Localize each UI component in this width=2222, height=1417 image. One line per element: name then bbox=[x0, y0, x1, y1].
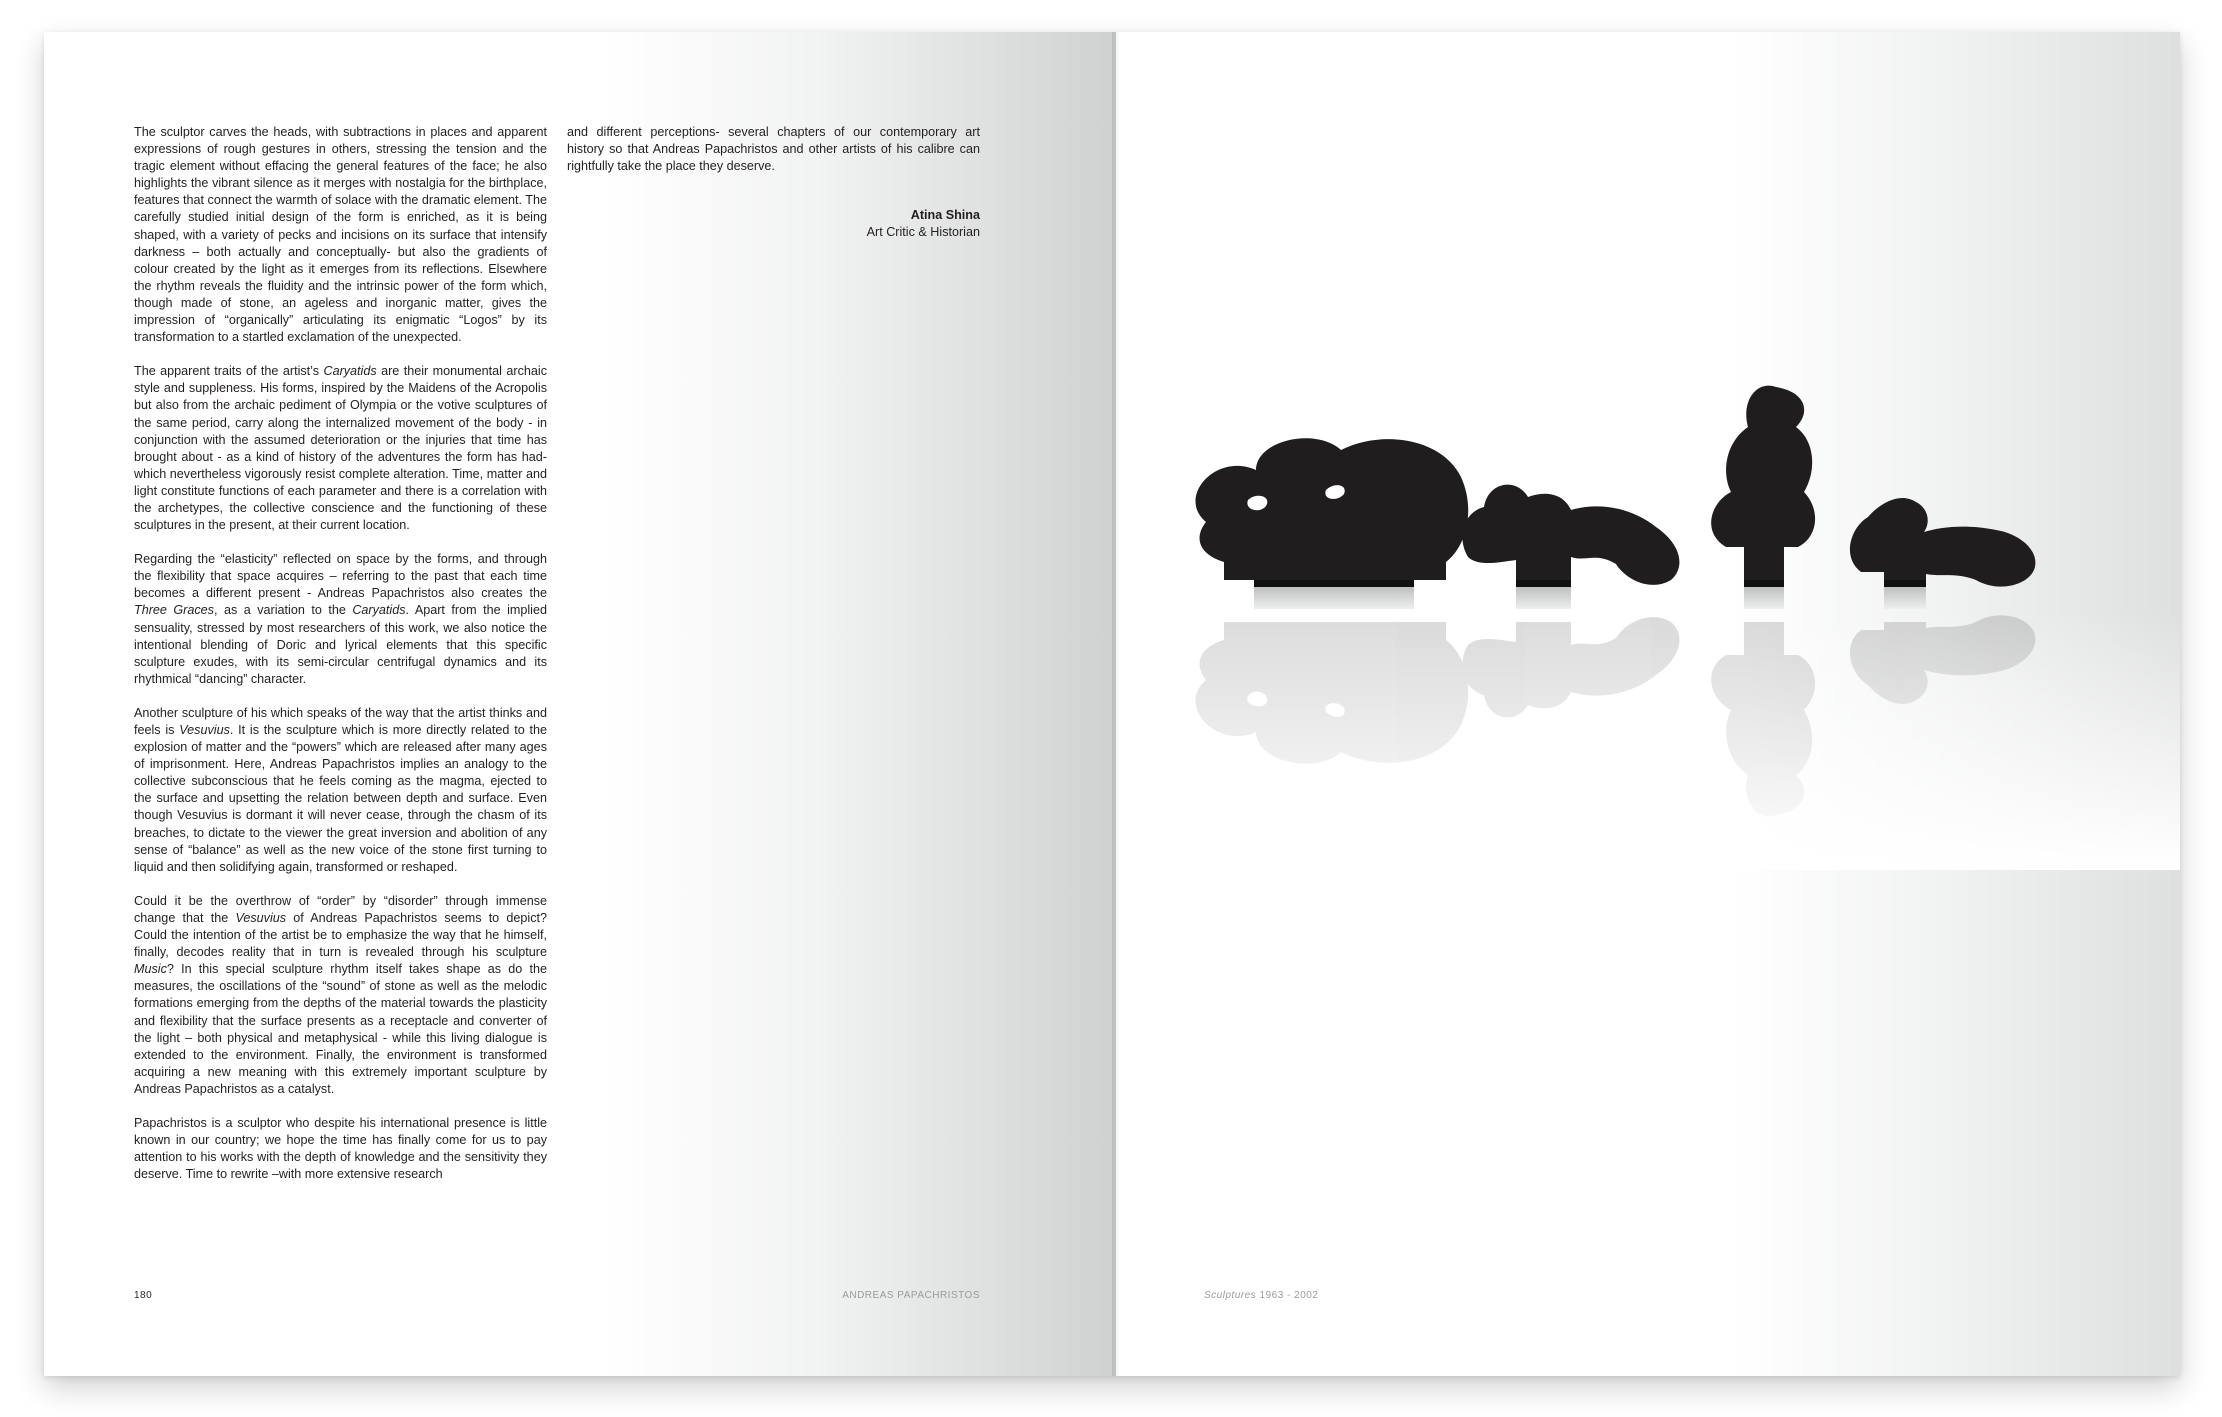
page-number: 180 bbox=[134, 1290, 153, 1301]
footer-years: 1963 - 2002 bbox=[1256, 1290, 1319, 1301]
book-gutter bbox=[1112, 32, 1120, 1376]
sculpture-vesuvius bbox=[1462, 485, 1679, 587]
text-column-left bbox=[134, 124, 547, 1200]
paragraph-5: Could it be the overthrow of “order” by “disorder” through immense change that the Vesuvius of Andreas Papachristos seems to depict? Could the intention of the artist be to emphasize the way that he himself, finally, decodes reality that in turn is revealed through his sculpture Music? In this special sculpture rhythm itself takes shape as do the measures, the oscillations of the “sound” of stone as well as the melodic formations emerging from the depths of the material towards the plasticity and flexibility that the surface presents as a receptacle and converter of the light – both physical and metaphysical - while this living dialogue is extended to the environment. Finally, the environment is transformed acquiring a new meaning with this extremely important sculpture by Andreas Papachristos as a catalyst. bbox=[134, 893, 548, 1096]
artwork-title: Three Graces bbox=[134, 603, 214, 618]
continuation-paragraph: and different perceptions- several chapters of our contemporary art history so that Andreas Papachristos and other artists of his calibre can rightfully take the place they deserve. bbox=[567, 125, 980, 174]
left-page bbox=[44, 32, 1116, 1376]
author-name: Atina Shina bbox=[910, 208, 980, 223]
plinth-shadows bbox=[1254, 587, 1926, 609]
sculpture-illustration bbox=[1116, 32, 2180, 1376]
sculpture-heads bbox=[1196, 438, 1469, 587]
right-footer bbox=[1204, 1290, 1318, 1301]
footer-title: Sculptures bbox=[1204, 1290, 1257, 1301]
artwork-title: Caryatids bbox=[352, 603, 406, 618]
right-page bbox=[1116, 32, 2180, 1376]
author-signature bbox=[567, 207, 980, 241]
artwork-title: Vesuvius bbox=[235, 910, 287, 925]
paragraph-2: The apparent traits of the artist’s Caryatids are their monumental archaic style and suppleness. His forms, inspired by the Maidens of the Acropolis but also from the archaic pediment of Olympia or the votive sculptures of the same period, carry along the internalized movement of the body - in conjunction with the assumed deterioration or the injuries that time has brought about - as a kind of history of the adventures the form has had- which nevertheless vigorously resist complete alteration. Time, matter and light constitute functions of each parameter and there is a correlation with the archetypes, the collective conscience and the functioning of these sculptures in the present, at their current location. bbox=[134, 364, 547, 533]
artwork-title: Caryatids bbox=[323, 364, 377, 379]
artwork-title: Music bbox=[134, 962, 167, 977]
sculpture-caryatid bbox=[1711, 386, 1815, 587]
paragraph-3: Regarding the “elasticity” reflected on space by the forms, and through the flexibility that space acquires – referring to the past that each time becomes a different present - Andreas Papachristos also creates the Three Graces, as a variation to the Caryatids. Apart from the implied sensuality, stressed by most researchers of this work, we also notice the intentional blending of Doric and lyrical elements that this specific sculpture exudes, with its semi-circular centrifugal dynamics and its rhythmical “dancing” character. bbox=[134, 552, 547, 686]
paragraph-4: Another sculpture of his which speaks of the way that the artist thinks and feels is Vesuvius. It is the sculpture which is more directly related to the explosion of matter and the “powers” which are released after many ages of imprisonment. Here, Andreas Papachristos implies an analogy to the collective subconscious that he feels coming as the magma, ejected to the surface and upsetting the relation between depth and surface. Even though Vesuvius is dormant it will never cease, through the chasm of its breaches, to dictate to the viewer the great inversion and abolition of any sense of “balance” as well as the new voice of the stone first turning to liquid and then solidifying again, transformed or reshaped. bbox=[134, 705, 547, 874]
reflection-fade bbox=[1116, 610, 2180, 870]
paragraph-6: Papachristos is a sculptor who despite his international presence is little known in our country; we hope the time has finally come for us to pay attention to his works with the depth of knowledge and the sensitivity they deserve. Time to rewrite –with more extensive research bbox=[134, 1115, 547, 1182]
artwork-title: Vesuvius bbox=[179, 723, 230, 737]
author-role: Art Critic & Historian bbox=[866, 225, 980, 240]
book-spread bbox=[44, 32, 2180, 1376]
sculpture-music bbox=[1850, 498, 2035, 587]
text-column-right bbox=[567, 124, 980, 241]
running-head: ANDREAS PAPACHRISTOS bbox=[842, 1290, 980, 1301]
paragraph-1: The sculptor carves the heads, with subtractions in places and apparent expressions of rough gestures in others, stressing the tension and the tragic element without effacing the general features of the face; he also highlights the vibrant silence as it merges with nostalgia for the birthplace, features that connect the warmth of solace with the dramatic element. The carefully studied initial design of the form is enriched, as it is being shaped, with a variety of pecks and incisions on its surface that intensify darkness – both actually and conceptually- but also the gradients of colour created by the light as it emerges from its reflections. Elsewhere the rhythm reveals the fluidity and the intrinsic power of the form which, though made of stone, an ageless and inorganic matter, gives the impression of “organically” articulating its enigmatic “Logos” by its transformation to a startled exclamation of the unexpected. bbox=[134, 125, 547, 345]
